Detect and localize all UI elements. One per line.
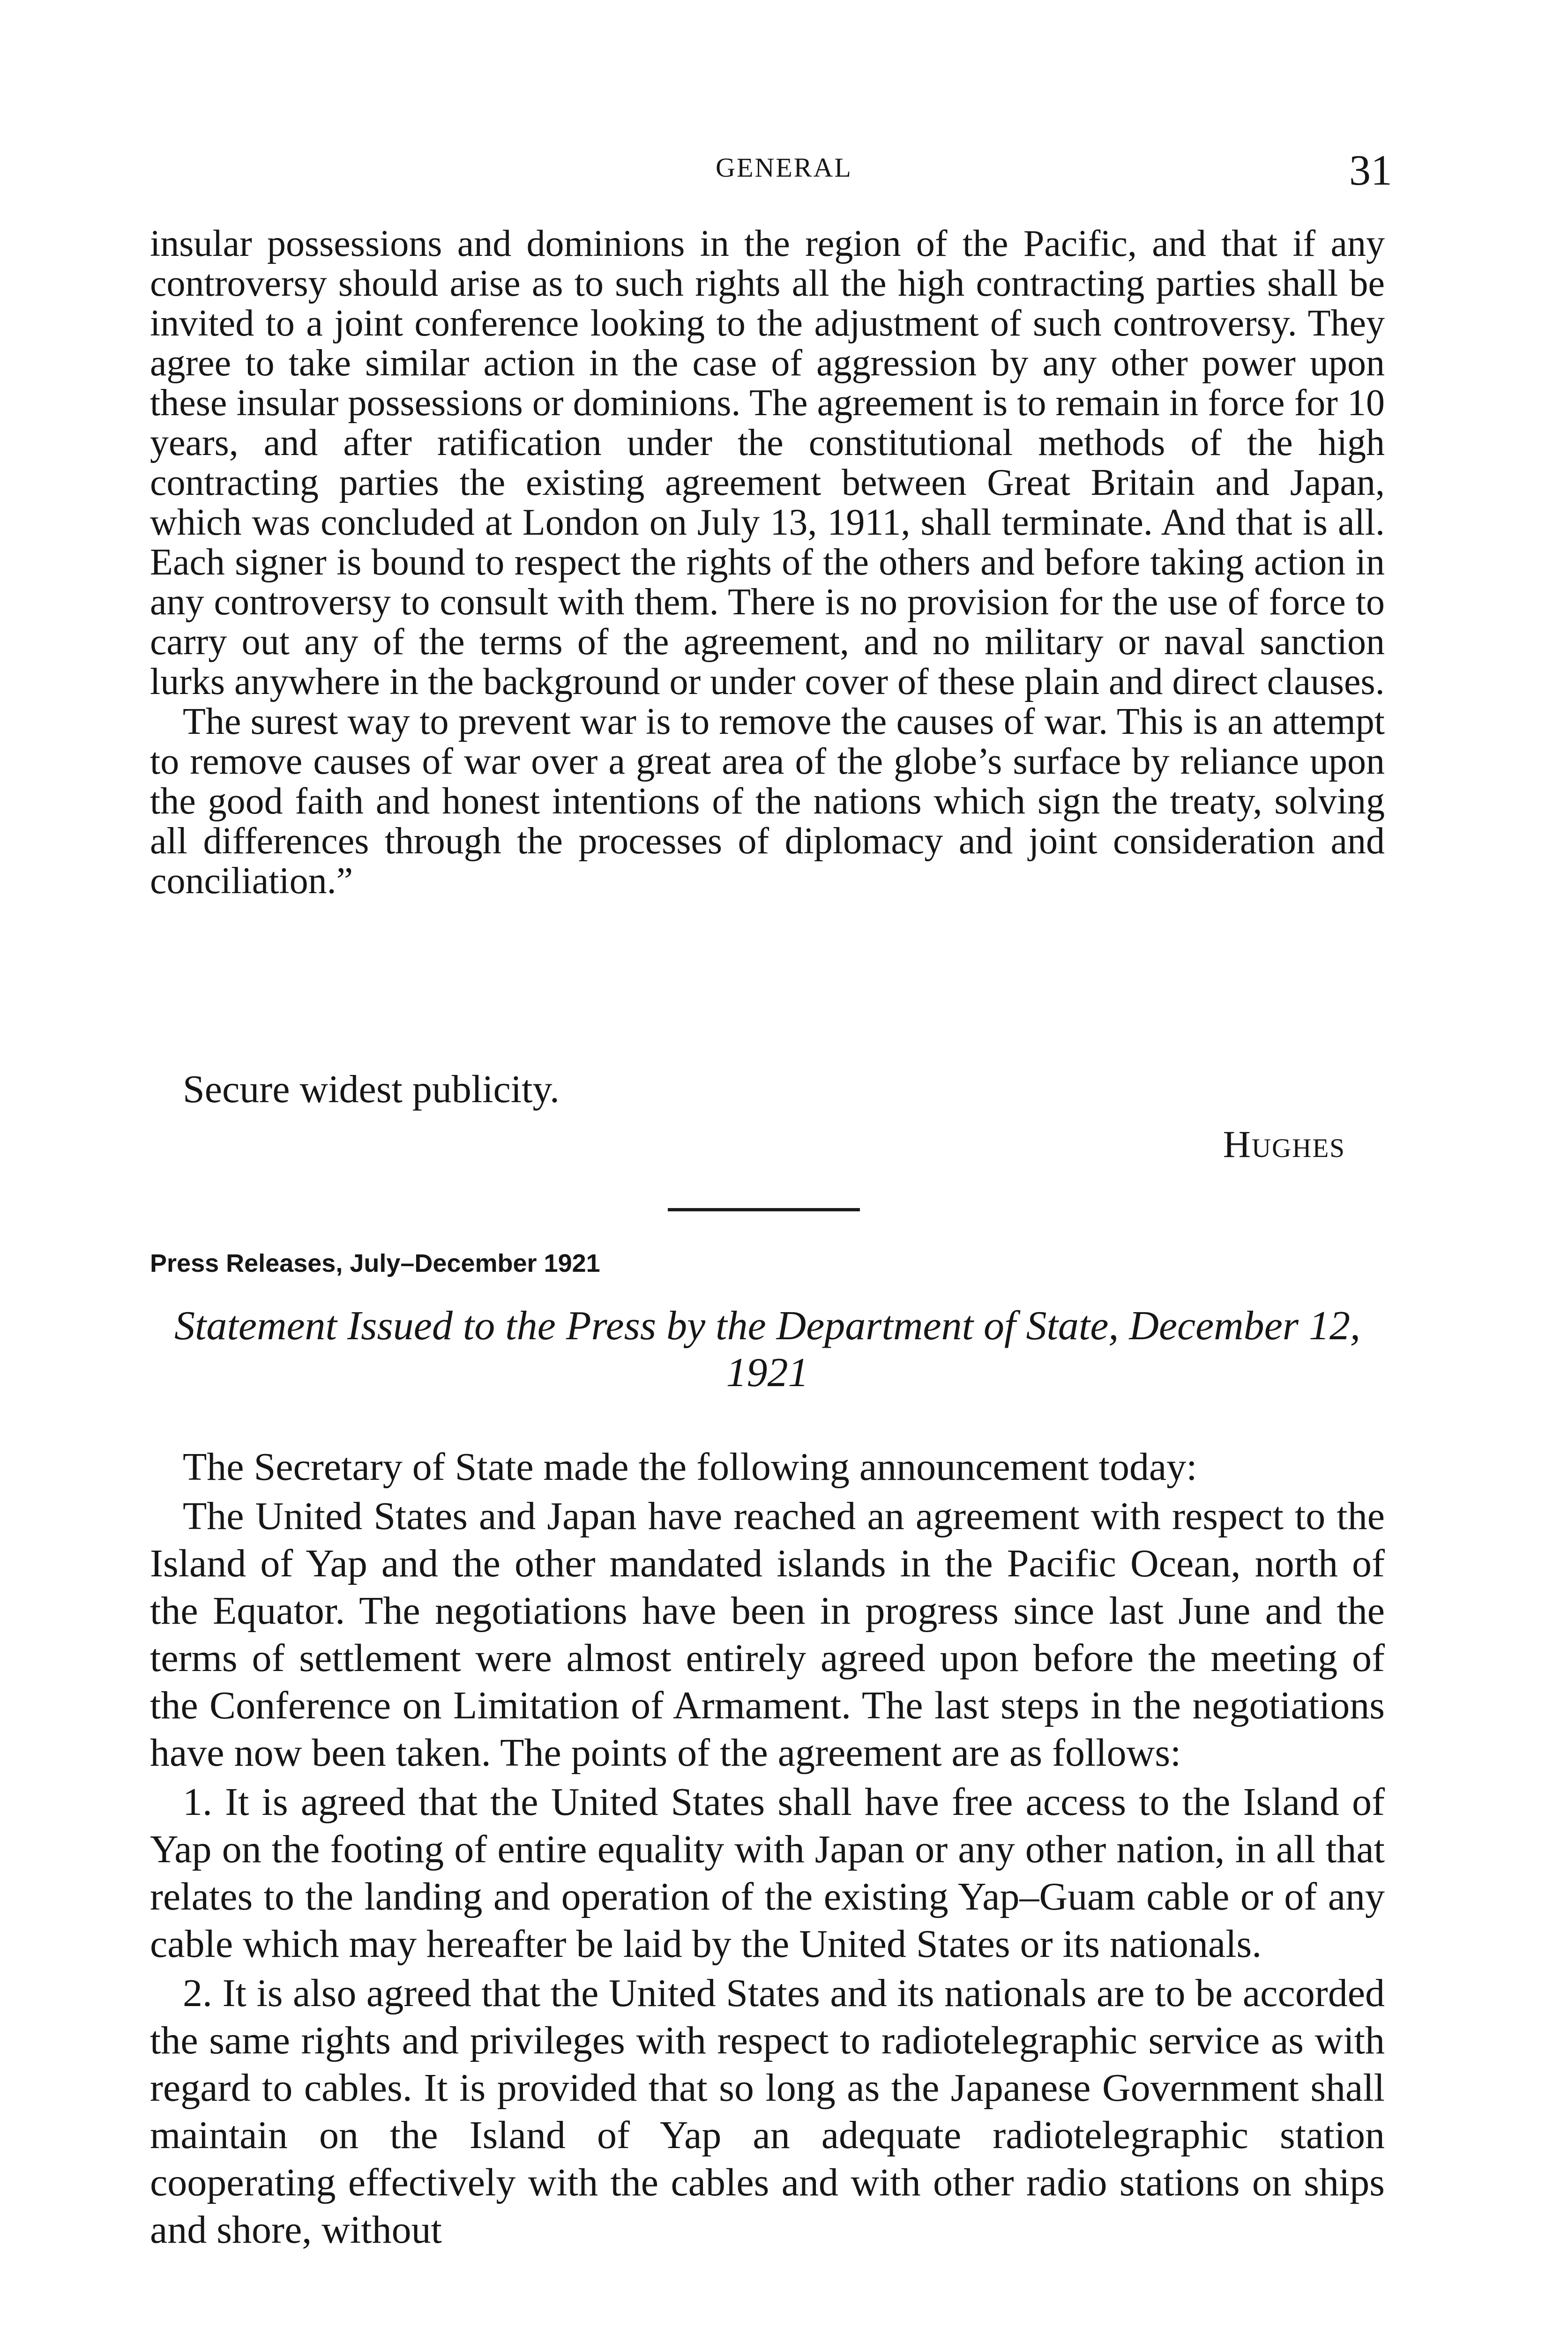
running-head: GENERAL	[716, 152, 852, 183]
point-2-paragraph: 2. It is also agreed that the United States and its nationals are to be accorded the same rights and privileges with respect to radiotelegraphic service as with regard to cables. It is provided that so long as the Japanese Government shall maintain on the Island of Yap an adequate radiotelegraphic station cooperating effectively with the cables and with other radio stations on ships and shore, without	[150, 1971, 1385, 2252]
top-text-block	[150, 224, 1385, 901]
point-1-paragraph: 1. It is agreed that the United States shall have free access to the Island of Yap on the footing of entire equality with Japan or any other nation, in all that relates to the landing and operation of the existing Yap–Guam cable or of any cable which may hereafter be laid by the United States or its nationals.	[150, 1780, 1385, 1966]
statement-title: Statement Issued to the Press by the Department of State, December 12, 1921	[174, 1303, 1361, 1395]
signature-text: Hughes	[1223, 1123, 1345, 1165]
page-header	[0, 145, 1568, 197]
bottom-text-block	[150, 1443, 1385, 2255]
closing-paragraph: The surest way to prevent war is to remove the causes of war. This is an attempt to remove causes of war over a great area of the globe’s surface by reliance upon the good faith and honest intentions of the nations which sign the treaty, solving all differences through the processes of diplomacy and joint consideration and conciliation.”	[150, 701, 1385, 902]
section-divider	[668, 1208, 860, 1211]
signature	[1223, 1122, 1345, 1166]
page-number: 31	[1349, 146, 1392, 194]
publicity-line: Secure widest publicity.	[183, 1067, 560, 1111]
announcement-paragraph: The Secretary of State made the following announcement today:	[183, 1445, 1197, 1489]
agreement-paragraph: The United States and Japan have reached an agreement with respect to the Island of Yap and the other mandated islands in the Pacific Ocean, north of the Equator. The negotiations have been in progress since last June and the terms of settlement were almost entirely agreed upon before the meeting of the Conference on Limitation of Armament. The last steps in the negotiations have now been taken. The points of the agreement are as follows:	[150, 1494, 1385, 1775]
continuation-paragraph: insular possessions and dominions in the region of the Pacific, and that if any controversy should arise as to such rights all the high contracting parties shall be invited to a joint conference looking to the adjustment of such controversy. They agree to take similar action in the case of aggression by any other power upon these insular possessions or dominions. The agreement is to remain in force for 10 years, and after ratification under the constitutional methods of the high contracting parties the existing agreement between Great Britain and Japan, which was concluded at London on July 13, 1911, shall terminate. And that is all. Each signer is bound to respect the rights of the others and before taking action in any controversy to consult with them. There is no provision for the use of force to carry out any of the terms of the agreement, and no military or naval sanction lurks anywhere in the background or under cover of these plain and direct clauses.	[150, 223, 1385, 702]
press-releases-label: Press Releases, July–December 1921	[150, 1249, 600, 1277]
